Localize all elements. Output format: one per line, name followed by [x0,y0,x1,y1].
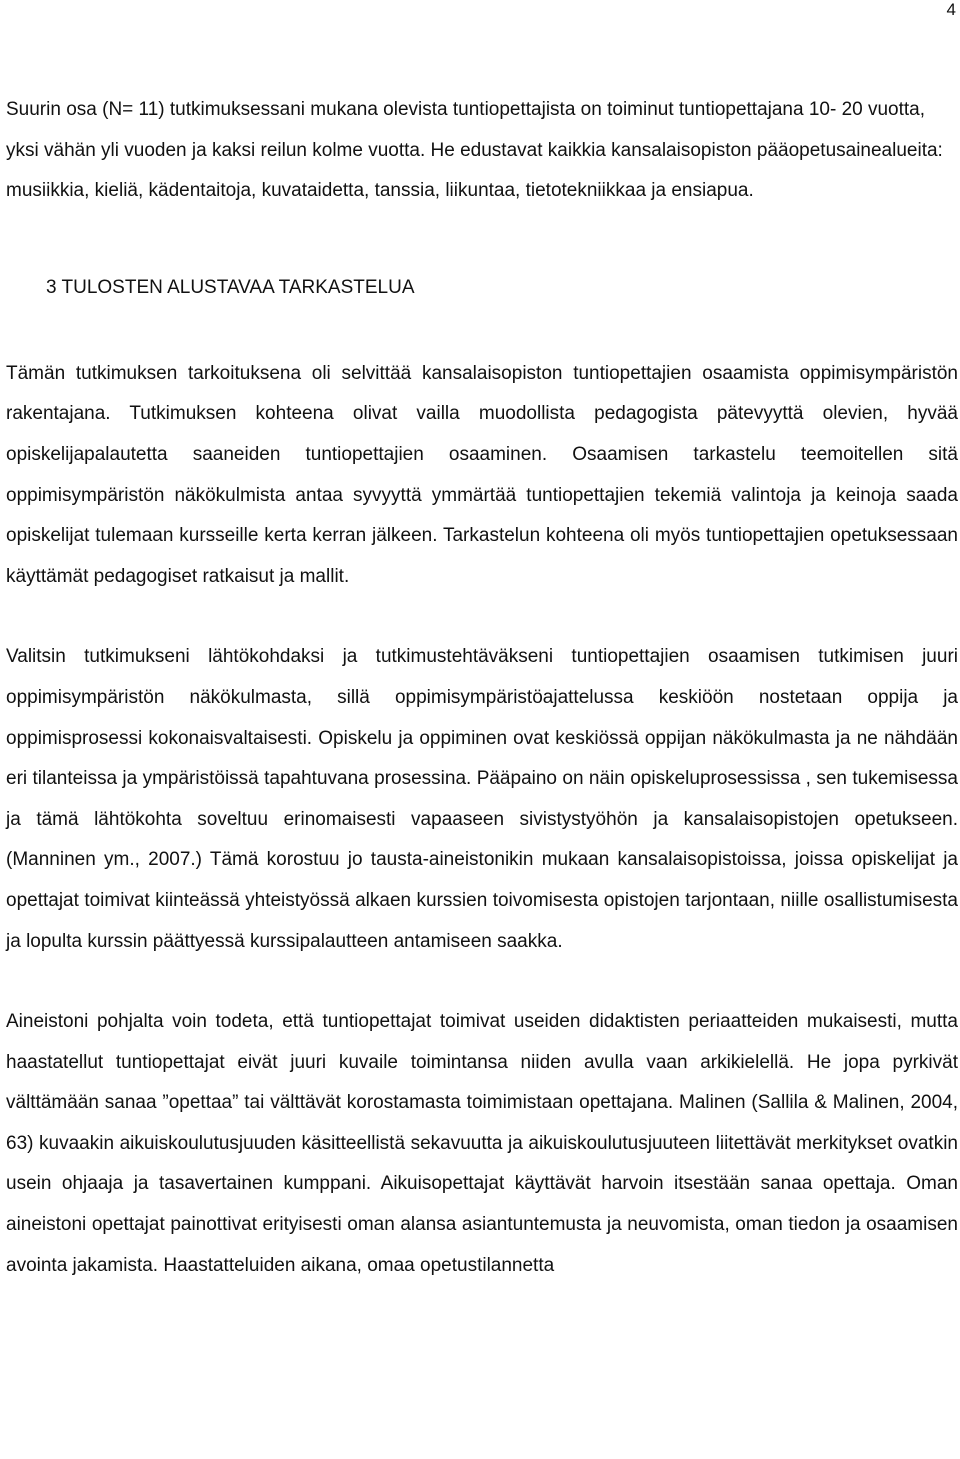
page-number: 4 [946,0,956,19]
section-heading: 3 TULOSTEN ALUSTAVAA TARKASTELUA [46,276,415,298]
paragraph-starting-point: Valitsin tutkimukseni lähtökohdaksi ja tutkimustehtäväkseni tuntiopettajien osaamisen tutkimisen juuri oppimisympäristön näkökulmasta, sillä oppimisympäristöajattelussa keskiöön nostetaan oppija ja oppimisprosessi kokonaisvaltaisesti. Opiskelu ja oppiminen ovat keskiössä oppijan näkökulmasta ja ne nähdään eri tilanteissa ja ympäristöissä tapahtuvana prosessina. Pääpaino on näin opiskeluprosessissa , sen tukemisessa ja tämä lähtökohta soveltuu erinomaisesti vapaaseen sivistystyöhön ja kansalaisopistojen opetukseen. (Manninen ym., 2007.) Tämä korostuu jo tausta-aineistonikin mukaan kansalaisopistoissa, joissa opiskelijat ja opettajat toimivat kiinteässä yhteistyössä alkaen kurssien toivomisesta opistojen tarjontaan, niille osallistumisesta ja lopulta kurssin päättyessä kurssipalautteen antamiseen saakka. [6,646,958,952]
document-body [6,90,958,1286]
paragraph-participants: Suurin osa (N= 11) tutkimuksessani mukana olevista tuntiopettajista on toiminut tuntiopettajana 10- 20 vuotta, yksi vähän yli vuoden ja kaksi reilun kolme vuotta. He edustavat kaikkia kansalaisopiston pääopetusainealueita: musiikkia, kieliä, kädentaitoja, kuvataidetta, tanssia, liikuntaa, tietotekniikkaa ja ensiapua. [6,99,943,202]
paragraph-gap [6,962,958,1002]
paragraph-findings: Aineistoni pohjalta voin todeta, että tuntiopettajat toimivat useiden didaktisten periaatteiden mukaisesti, mutta haastatellut tuntiopettajat eivät juuri kuvaile toimintansa niiden avulla vaan arkikielellä. He jopa pyrkivät välttämään sanaa ”opettaa” tai välttävät korostamasta toimimistaan opettajana. Malinen (Sallila & Malinen, 2004, 63) kuvaakin aikuiskoulutusjuuden käsitteellistä sekavuutta ja aikuiskoulutusjuuteen liitettävät merkitykset ovatkin usein ohjaaja ja tasavertainen kumppani. Aikuisopettajat käyttävät harvoin itsestään sanaa opettaja. Oman aineistoni opettajat painottivat erityisesti oman alansa asiantuntemusta ja neuvomista, oman tiedon ja osaamisen avointa jakamista. Haastatteluiden aikana, omaa opetustilannetta [6,1011,958,1276]
paragraph-gap [6,597,958,637]
paragraph-purpose: Tämän tutkimuksen tarkoituksena oli selvittää kansalaisopiston tuntiopettajien osaamista oppimisympäristön rakentajana. Tutkimuksen kohteena olivat vailla muodollista pedagogista pätevyyttä olevien, hyvää opiskelijapalautetta saaneiden tuntiopettajien osaaminen. Osaamisen tarkastelu teemoitellen sitä oppimisympäristön näkökulmista antaa syvyyttä ymmärtää tuntiopettajien tekemiä valintoja ja keinoja saada opiskelijat tulemaan kursseille kerta kerran jälkeen. Tarkastelun kohteena oli myös tuntiopettajien opetuksessaan käyttämät pedagogiset ratkaisut ja mallit. [6,362,958,587]
